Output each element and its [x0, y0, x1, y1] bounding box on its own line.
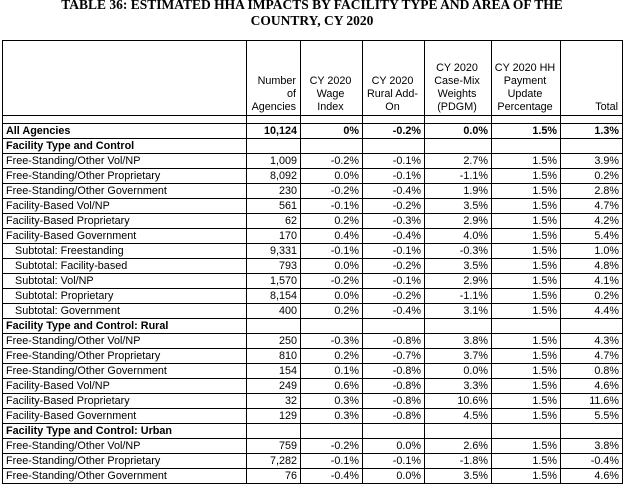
header-wage-index: CY 2020 Wage Index — [301, 41, 363, 116]
cell-number-of-agencies: 76 — [247, 469, 301, 484]
cell-label: Free-Standing/Other Proprietary — [3, 169, 247, 184]
table-row — [3, 169, 623, 184]
cell-wage-index: 0.0% — [301, 259, 363, 274]
hha-impacts-table — [2, 40, 623, 484]
cell-label: Free-Standing/Other Vol/NP — [3, 439, 247, 454]
cell-payment-update: 1.5% — [492, 124, 561, 139]
cell-case-mix-weights: 0.0% — [425, 124, 492, 139]
cell-number-of-agencies: 250 — [247, 334, 301, 349]
cell-total: 1.0% — [561, 244, 623, 259]
cell-payment-update: 1.5% — [492, 259, 561, 274]
cell-case-mix-weights: 3.5% — [425, 469, 492, 484]
cell-rural-add-on — [363, 319, 425, 334]
cell-payment-update: 1.5% — [492, 334, 561, 349]
cell-rural-add-on: -0.8% — [363, 364, 425, 379]
cell-label: Facility-Based Proprietary — [3, 394, 247, 409]
table-header-row — [3, 41, 623, 116]
table-title-line-2: COUNTRY, CY 2020 — [250, 13, 374, 28]
cell-case-mix-weights: 3.8% — [425, 334, 492, 349]
cell-payment-update: 1.5% — [492, 199, 561, 214]
table-row — [3, 244, 623, 259]
cell-wage-index: 0.2% — [301, 349, 363, 364]
cell-label: Free-Standing/Other Vol/NP — [3, 154, 247, 169]
cell-total: 11.6% — [561, 394, 623, 409]
cell-number-of-agencies: 10,124 — [247, 124, 301, 139]
cell-case-mix-weights: 2.6% — [425, 439, 492, 454]
cell-rural-add-on: -0.4% — [363, 229, 425, 244]
cell-payment-update: 1.5% — [492, 184, 561, 199]
cell-rural-add-on: -0.8% — [363, 409, 425, 424]
cell-label: Subtotal: Facility-based — [3, 259, 247, 274]
cell-label: Facility-Based Vol/NP — [3, 199, 247, 214]
table-row — [3, 214, 623, 229]
cell-wage-index: -0.3% — [301, 334, 363, 349]
cell-wage-index: -0.1% — [301, 454, 363, 469]
cell-total: 5.4% — [561, 229, 623, 244]
cell-label: Facility-Based Government — [3, 229, 247, 244]
spacer-row — [3, 116, 623, 124]
table-row — [3, 304, 623, 319]
cell-case-mix-weights: 2.9% — [425, 214, 492, 229]
cell-label: Free-Standing/Other Proprietary — [3, 349, 247, 364]
cell-rural-add-on: 0.0% — [363, 469, 425, 484]
table-row — [3, 184, 623, 199]
cell-payment-update: 1.5% — [492, 229, 561, 244]
cell-rural-add-on: -0.1% — [363, 244, 425, 259]
cell-case-mix-weights: 3.3% — [425, 379, 492, 394]
cell-number-of-agencies: 129 — [247, 409, 301, 424]
cell-total: 4.3% — [561, 334, 623, 349]
table-row — [3, 334, 623, 349]
cell-wage-index: 0.2% — [301, 214, 363, 229]
cell-wage-index: 0.6% — [301, 379, 363, 394]
cell-case-mix-weights: 10.6% — [425, 394, 492, 409]
table-title — [0, 0, 624, 36]
table-row — [3, 379, 623, 394]
cell-total: 0.2% — [561, 289, 623, 304]
cell-label: Facility Type and Control — [3, 139, 247, 154]
cell-case-mix-weights — [425, 319, 492, 334]
cell-payment-update: 1.5% — [492, 439, 561, 454]
cell-rural-add-on: -0.4% — [363, 304, 425, 319]
cell-label: Facility Type and Control: Rural — [3, 319, 247, 334]
cell-payment-update: 1.5% — [492, 394, 561, 409]
table-row — [3, 409, 623, 424]
table-row — [3, 289, 623, 304]
cell-number-of-agencies: 400 — [247, 304, 301, 319]
cell-rural-add-on — [363, 139, 425, 154]
cell-rural-add-on: -0.2% — [363, 124, 425, 139]
cell-total: 3.8% — [561, 439, 623, 454]
cell-total: 2.8% — [561, 184, 623, 199]
cell-number-of-agencies — [247, 139, 301, 154]
cell-payment-update: 1.5% — [492, 289, 561, 304]
section-header-row — [3, 319, 623, 334]
cell-label: Facility-Based Government — [3, 409, 247, 424]
cell-rural-add-on: -0.8% — [363, 394, 425, 409]
cell-payment-update: 1.5% — [492, 214, 561, 229]
cell-rural-add-on: -0.3% — [363, 214, 425, 229]
cell-total — [561, 139, 623, 154]
cell-rural-add-on: -0.4% — [363, 184, 425, 199]
cell-payment-update: 1.5% — [492, 469, 561, 484]
cell-number-of-agencies: 9,331 — [247, 244, 301, 259]
cell-wage-index: 0.0% — [301, 289, 363, 304]
cell-rural-add-on: -0.2% — [363, 199, 425, 214]
cell-wage-index: 0.3% — [301, 409, 363, 424]
cell-total: 4.7% — [561, 349, 623, 364]
cell-total: 4.1% — [561, 274, 623, 289]
cell-rural-add-on: -0.1% — [363, 154, 425, 169]
cell-number-of-agencies — [247, 319, 301, 334]
cell-wage-index: -0.2% — [301, 439, 363, 454]
cell-rural-add-on: -0.7% — [363, 349, 425, 364]
table-row — [3, 154, 623, 169]
cell-total: 0.2% — [561, 169, 623, 184]
table-row — [3, 469, 623, 484]
table-row — [3, 364, 623, 379]
cell-wage-index: 0.2% — [301, 304, 363, 319]
cell-payment-update: 1.5% — [492, 154, 561, 169]
cell-rural-add-on: -0.1% — [363, 169, 425, 184]
header-payment-update: CY 2020 HH Payment Update Percentage — [492, 41, 561, 116]
cell-payment-update: 1.5% — [492, 169, 561, 184]
cell-payment-update: 1.5% — [492, 304, 561, 319]
cell-number-of-agencies: 759 — [247, 439, 301, 454]
cell-label: Facility Type and Control: Urban — [3, 424, 247, 439]
cell-case-mix-weights: 0.0% — [425, 364, 492, 379]
cell-total: 3.9% — [561, 154, 623, 169]
cell-payment-update: 1.5% — [492, 274, 561, 289]
cell-number-of-agencies: 8,154 — [247, 289, 301, 304]
cell-wage-index: -0.1% — [301, 244, 363, 259]
cell-payment-update: 1.5% — [492, 349, 561, 364]
header-rural-add-on: CY 2020 Rural Add-On — [363, 41, 425, 116]
cell-total: 4.7% — [561, 199, 623, 214]
header-number-of-agencies: Number of Agencies — [247, 41, 301, 116]
cell-rural-add-on: 0.0% — [363, 439, 425, 454]
cell-total — [561, 319, 623, 334]
cell-number-of-agencies: 32 — [247, 394, 301, 409]
cell-wage-index: -0.2% — [301, 184, 363, 199]
cell-case-mix-weights: 3.7% — [425, 349, 492, 364]
cell-number-of-agencies: 154 — [247, 364, 301, 379]
cell-number-of-agencies: 170 — [247, 229, 301, 244]
cell-wage-index: 0.3% — [301, 394, 363, 409]
cell-case-mix-weights: 4.0% — [425, 229, 492, 244]
section-header-row — [3, 139, 623, 154]
cell-payment-update: 1.5% — [492, 379, 561, 394]
cell-total: 0.8% — [561, 364, 623, 379]
table-row — [3, 349, 623, 364]
cell-number-of-agencies: 249 — [247, 379, 301, 394]
cell-label: Subtotal: Proprietary — [3, 289, 247, 304]
cell-label: Facility-Based Proprietary — [3, 214, 247, 229]
cell-case-mix-weights: 2.9% — [425, 274, 492, 289]
cell-label: Subtotal: Vol/NP — [3, 274, 247, 289]
header-total: Total — [561, 41, 623, 116]
cell-total: 4.4% — [561, 304, 623, 319]
cell-wage-index: 0.1% — [301, 364, 363, 379]
cell-total: 5.5% — [561, 409, 623, 424]
table-row — [3, 439, 623, 454]
table-title-line-1: TABLE 36: ESTIMATED HHA IMPACTS BY FACILITY TYPE AND AREA OF THE — [61, 0, 563, 12]
cell-case-mix-weights — [425, 424, 492, 439]
cell-case-mix-weights: 1.9% — [425, 184, 492, 199]
cell-case-mix-weights: -1.1% — [425, 289, 492, 304]
table-body — [3, 116, 623, 484]
cell-label: Free-Standing/Other Government — [3, 469, 247, 484]
cell-wage-index: -0.2% — [301, 154, 363, 169]
cell-payment-update: 1.5% — [492, 244, 561, 259]
cell-total: 4.2% — [561, 214, 623, 229]
table-row — [3, 199, 623, 214]
header-case-mix-weights: CY 2020 Case-Mix Weights (PDGM) — [425, 41, 492, 116]
cell-label: Subtotal: Government — [3, 304, 247, 319]
cell-number-of-agencies: 62 — [247, 214, 301, 229]
cell-number-of-agencies: 1,009 — [247, 154, 301, 169]
table-row — [3, 454, 623, 469]
cell-label: Free-Standing/Other Government — [3, 364, 247, 379]
cell-total: 4.6% — [561, 379, 623, 394]
table-row — [3, 394, 623, 409]
header-category — [3, 41, 247, 116]
cell-rural-add-on: -0.2% — [363, 259, 425, 274]
cell-total: 4.8% — [561, 259, 623, 274]
cell-label: Free-Standing/Other Government — [3, 184, 247, 199]
total-row — [3, 124, 623, 139]
cell-number-of-agencies — [247, 424, 301, 439]
cell-case-mix-weights — [425, 139, 492, 154]
cell-total: 4.6% — [561, 469, 623, 484]
cell-rural-add-on: -0.8% — [363, 334, 425, 349]
table-row — [3, 259, 623, 274]
cell-label: Free-Standing/Other Vol/NP — [3, 334, 247, 349]
cell-number-of-agencies: 8,092 — [247, 169, 301, 184]
cell-total — [561, 424, 623, 439]
cell-total: -0.4% — [561, 454, 623, 469]
cell-label: All Agencies — [3, 124, 247, 139]
cell-case-mix-weights: -0.3% — [425, 244, 492, 259]
cell-total: 1.3% — [561, 124, 623, 139]
cell-case-mix-weights: -1.8% — [425, 454, 492, 469]
cell-payment-update — [492, 139, 561, 154]
cell-wage-index: -0.2% — [301, 274, 363, 289]
cell-payment-update — [492, 319, 561, 334]
cell-number-of-agencies: 230 — [247, 184, 301, 199]
cell-wage-index — [301, 139, 363, 154]
cell-rural-add-on — [363, 424, 425, 439]
cell-case-mix-weights: -1.1% — [425, 169, 492, 184]
cell-wage-index: 0.4% — [301, 229, 363, 244]
cell-payment-update: 1.5% — [492, 454, 561, 469]
cell-number-of-agencies: 810 — [247, 349, 301, 364]
cell-case-mix-weights: 2.7% — [425, 154, 492, 169]
cell-payment-update: 1.5% — [492, 364, 561, 379]
cell-case-mix-weights: 4.5% — [425, 409, 492, 424]
cell-number-of-agencies: 1,570 — [247, 274, 301, 289]
table-row — [3, 229, 623, 244]
cell-rural-add-on: -0.1% — [363, 274, 425, 289]
cell-wage-index: -0.4% — [301, 469, 363, 484]
cell-case-mix-weights: 3.5% — [425, 259, 492, 274]
cell-wage-index: 0.0% — [301, 169, 363, 184]
section-header-row — [3, 424, 623, 439]
cell-payment-update — [492, 424, 561, 439]
cell-number-of-agencies: 7,282 — [247, 454, 301, 469]
cell-rural-add-on: -0.8% — [363, 379, 425, 394]
cell-label: Subtotal: Freestanding — [3, 244, 247, 259]
cell-case-mix-weights: 3.5% — [425, 199, 492, 214]
cell-wage-index: 0% — [301, 124, 363, 139]
cell-wage-index: -0.1% — [301, 199, 363, 214]
cell-case-mix-weights: 3.1% — [425, 304, 492, 319]
cell-payment-update: 1.5% — [492, 409, 561, 424]
cell-label: Facility-Based Vol/NP — [3, 379, 247, 394]
cell-number-of-agencies: 561 — [247, 199, 301, 214]
cell-rural-add-on: -0.2% — [363, 289, 425, 304]
cell-wage-index — [301, 424, 363, 439]
cell-number-of-agencies: 793 — [247, 259, 301, 274]
cell-rural-add-on: -0.1% — [363, 454, 425, 469]
cell-label: Free-Standing/Other Proprietary — [3, 454, 247, 469]
table-row — [3, 274, 623, 289]
cell-wage-index — [301, 319, 363, 334]
